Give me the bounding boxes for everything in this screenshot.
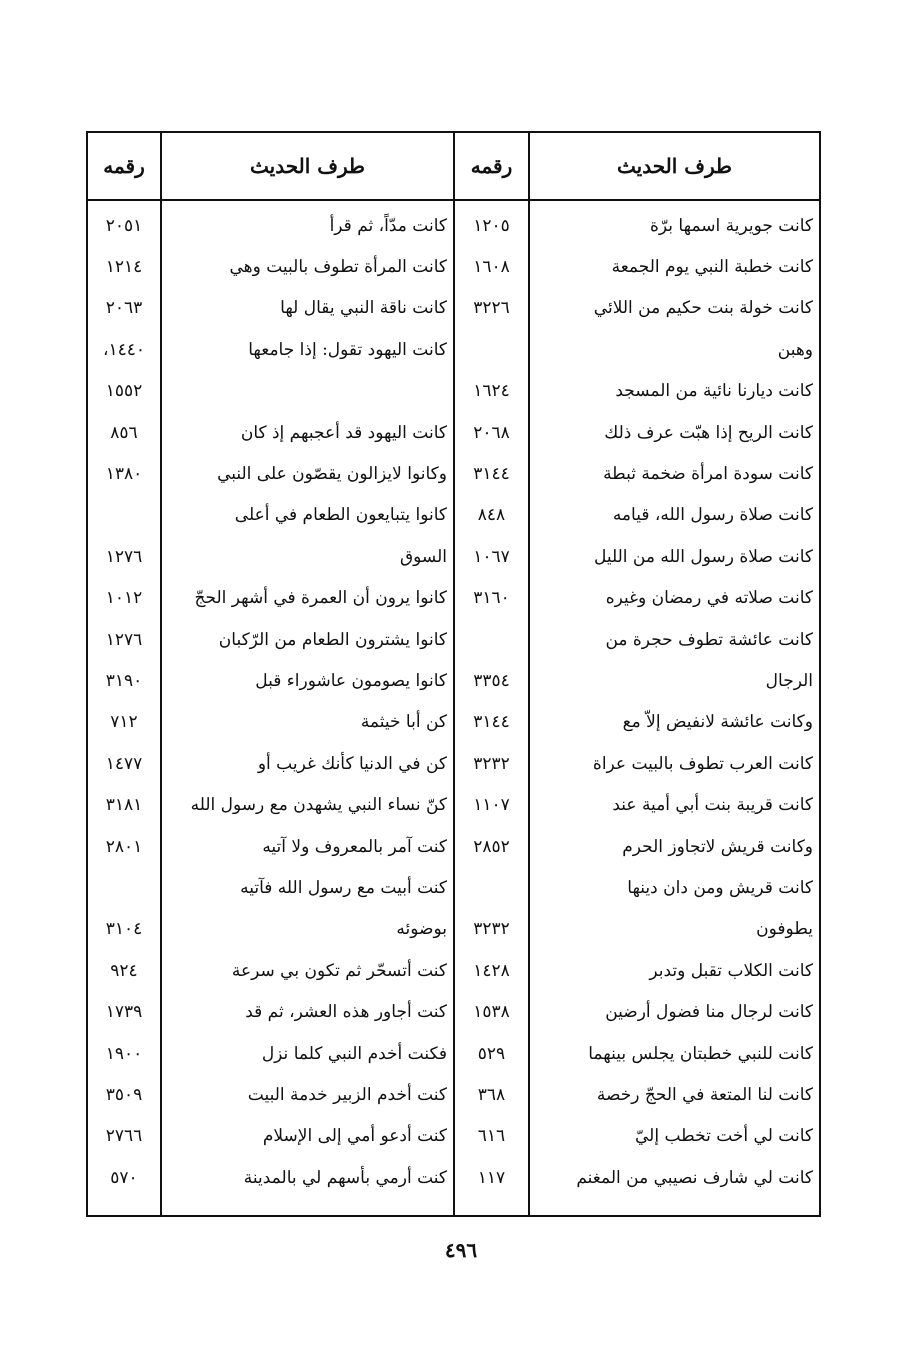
hadith-number-right: ٨٤٨ [477,505,506,526]
hadith-text-right: كانت خولة بنت حكيم من اللائي [593,298,813,319]
hadith-text-left: كنت أتسحّر ثم تكون بي سرعة [231,960,447,981]
hadith-number-right: ٢٨٥٢ [473,836,510,857]
hadith-number-right: ٢٠٦٨ [473,422,510,443]
hadith-number-left: ١٤٤٠، [102,339,146,360]
hadith-text-left: كانت مدّاً، ثم قرأ [329,215,447,236]
table-row [88,495,819,536]
hadith-text-left: كنت أبيت مع رسول الله فآتيه [240,877,447,898]
hadith-text-left [162,371,453,412]
hadith-number-left: ١٩٠٠ [105,1043,143,1064]
hadith-number-right: ٥٢٩ [477,1043,506,1064]
hadith-number-right: ٣٣٥٤ [473,670,510,691]
hadith-text-left: كانوا يرون أن العمرة في أشهر الحجّ [194,588,447,609]
hadith-text-right: كانت قريش ومن دان دينها [627,877,813,898]
hadith-text-right: كانت العرب تطوف بالبيت عراة [592,753,813,774]
hadith-text-right: كانت قريبة بنت أبي أمية عند [612,795,813,816]
hadith-number-right: ٣١٤٤ [473,712,510,733]
hadith-text-right: كانت عائشة تطوف حجرة من [605,629,813,650]
hadith-text-left: السوق [399,546,447,567]
hadith-text-right: الرجال [765,670,813,691]
table-row [88,909,819,950]
hadith-number-left: ١٤٧٧ [105,753,143,774]
hadith-text-left: كانت ناقة النبي يقال لها [280,298,447,319]
hadith-text-left: كن أبا خيثمة [360,712,447,733]
table-row [88,453,819,494]
hadith-text-right: كانت صلاته في رمضان وغيره [605,588,813,609]
hadith-text-right: كانت لي شارف نصيبي من المغنم [576,1167,813,1188]
table-row [88,826,819,867]
hadith-number-right: ٣١٤٤ [473,463,510,484]
hadith-text-left: كنت آمر بالمعروف ولا آتيه [262,836,447,857]
hadith-number-right: ١٦٢٤ [473,381,510,402]
index-table [86,131,821,1217]
table-row [88,619,819,660]
hadith-text-left: وكانوا لايزالون يقصّون على النبي [217,463,447,484]
hadith-number-left: ٣١٩٠ [105,670,143,691]
hadith-text-right: كانت صلاة رسول الله من الليل [593,546,813,567]
hadith-text-left: كانت اليهود قد أعجبهم إذ كان [240,422,447,443]
hadith-text-right: وكانت عائشة لانفيض إلاّ مع [622,712,813,733]
hadith-text-right: كانت الكلاب تقبل وتدبر [649,960,813,981]
hadith-text-left: كنّ نساء النبي يشهدن مع رسول الله [190,795,447,816]
table-row [88,578,819,619]
hadith-number-right [455,867,528,908]
hadith-number-right: ٦١٦ [477,1126,506,1147]
table-row [88,1157,819,1198]
hadith-number-right: ١١٠٧ [473,795,510,816]
table-row [88,867,819,908]
hadith-text-right: يطوفون [756,919,813,940]
table-row [88,950,819,991]
table-row [88,1033,819,1074]
hadith-number-right: ١١٧ [477,1167,506,1188]
table-row [88,1116,819,1157]
hadith-number-left: ١٣٨٠ [105,463,143,484]
header-hadith-right: طرف الحديث [617,154,732,178]
hadith-text-right: كانت سودة امرأة ضخمة ثبطة [603,463,813,484]
hadith-text-left: كنت أدعو أمي إلى الإسلام [262,1126,447,1147]
table-row [88,371,819,412]
hadith-text-left: كانت المرأة تطوف بالبيت وهي [229,256,447,277]
hadith-number-left: ٩٢٤ [110,960,138,981]
hadith-number-left: ١٢٧٦ [105,546,143,567]
table-row [88,329,819,370]
hadith-text-right: وكانت قريش لاتجاوز الحرم [622,836,813,857]
hadith-number-right: ٣٢٣٢ [473,919,510,940]
hadith-number-left: ١٧٣٩ [105,1002,143,1023]
hadith-text-left: بوضوئه [396,919,447,940]
table-row [88,288,819,329]
hadith-number-right: ١٤٢٨ [473,960,510,981]
header-hadith-left: طرف الحديث [250,154,365,178]
hadith-text-right: كانت جويرية اسمها برّة [650,215,813,236]
hadith-number-left [88,495,160,536]
hadith-number-left: ١٠١٢ [105,588,143,609]
table-row [88,992,819,1033]
hadith-number-left: ٢٧٦٦ [105,1126,143,1147]
hadith-number-left: ٢٠٥١ [105,215,143,236]
hadith-number-right: ١٠٦٧ [473,546,510,567]
hadith-number-right: ٣٦٨ [477,1084,506,1105]
hadith-text-left: فكنت أخدم النبي كلما نزل [261,1043,447,1064]
hadith-text-right: كانت للنبي خطبتان يجلس بينهما [588,1043,813,1064]
table-row [88,536,819,577]
hadith-number-left: ٨٥٦ [110,422,138,443]
hadith-text-right: كانت خطبة النبي يوم الجمعة [611,256,813,277]
table-row [88,1074,819,1115]
hadith-text-right: كانت لرجال منا فضول أرضين [605,1002,813,1023]
table-row [88,660,819,701]
table-row [88,743,819,784]
hadith-number-left: ١٢٧٦ [105,629,143,650]
table-row [88,205,819,246]
hadith-number-left: ٧١٢ [110,712,138,733]
hadith-text-left: كن في الدنيا كأنك غريب أو [257,753,447,774]
page-number: ٤٩٦ [444,1238,478,1262]
hadith-number-left: ٣١٨١ [105,795,143,816]
hadith-number-left: ٣١٠٤ [105,919,143,940]
hadith-number-left: ٥٧٠ [110,1167,138,1188]
hadith-text-left: كانوا يصومون عاشوراء قبل [255,670,447,691]
hadith-text-left: كانوا يتبايعون الطعام في أعلى [234,505,447,526]
hadith-number-left [88,867,160,908]
hadith-text-left: كنت أجاور هذه العشر، ثم قد [245,1002,447,1023]
hadith-text-right: كانت ديارنا نائية من المسجد [615,381,813,402]
header-number-left: رقمه [103,154,145,178]
hadith-number-left: ٢٠٦٣ [105,298,143,319]
hadith-number-left: ١٢١٤ [105,256,143,277]
hadith-number-right [455,329,528,370]
hadith-number-right: ٣٢٣٢ [473,753,510,774]
header-divider [88,199,819,201]
table-row [88,785,819,826]
hadith-text-left: كانوا يشترون الطعام من الرّكبان [218,629,447,650]
hadith-number-left: ٢٨٠١ [105,836,143,857]
hadith-text-right: كانت لي أخت تخطب إليّ [634,1126,813,1147]
hadith-text-left: كنت أرمي بأسهم لي بالمدينة [243,1167,447,1188]
hadith-number-right: ٣٢٢٦ [473,298,510,319]
hadith-number-right: ١٦٠٨ [473,256,510,277]
hadith-text-right: وهبن [777,339,813,360]
hadith-number-right: ١٥٣٨ [473,1002,510,1023]
table-row [88,246,819,287]
hadith-number-right: ٣١٦٠ [473,588,510,609]
hadith-number-left: ٣٥٠٩ [105,1084,143,1105]
hadith-text-left: كانت اليهود تقول: إذا جامعها [248,339,447,360]
table-row [88,412,819,453]
header-number-right: رقمه [470,154,513,178]
hadith-number-right: ١٢٠٥ [473,215,510,236]
table-row [88,702,819,743]
hadith-text-right: كانت لنا المتعة في الحجّ رخصة [596,1084,813,1105]
hadith-text-left: كنت أخدم الزبير خدمة البيت [247,1084,447,1105]
hadith-number-right [455,619,528,660]
hadith-text-right: كانت صلاة رسول الله، قيامه [612,505,813,526]
hadith-number-left: ١٥٥٢ [105,381,143,402]
hadith-text-right: كانت الريح إذا هبّت عرف ذلك [604,422,813,443]
